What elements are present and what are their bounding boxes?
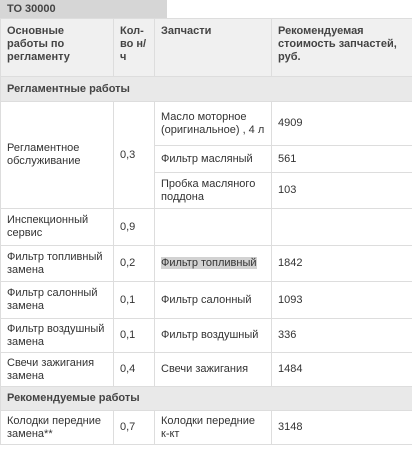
price-cell: 1842 bbox=[272, 246, 412, 282]
work-cell: Регламентное обслуживание bbox=[1, 102, 114, 209]
price-cell: 103 bbox=[272, 173, 412, 209]
price-cell: 1093 bbox=[272, 282, 412, 319]
hours-cell: 0,2 bbox=[114, 246, 155, 282]
part-cell: Фильтр салонный bbox=[155, 282, 272, 319]
work-cell: Свечи зажигания замена bbox=[1, 353, 114, 387]
work-cell: Колодки передние замена** bbox=[1, 411, 114, 445]
table-row bbox=[1, 353, 412, 387]
price-cell: 1484 bbox=[272, 353, 412, 387]
table-row bbox=[1, 246, 412, 282]
work-cell: Фильтр воздушный замена bbox=[1, 319, 114, 353]
hours-cell: 0,1 bbox=[114, 319, 155, 353]
maintenance-table bbox=[0, 18, 412, 445]
table-row bbox=[1, 102, 412, 146]
table-row bbox=[1, 282, 412, 319]
table-row bbox=[1, 209, 412, 246]
header-parts: Запчасти bbox=[155, 19, 272, 77]
price-cell: 336 bbox=[272, 319, 412, 353]
price-cell: 4909 bbox=[272, 102, 412, 146]
hours-cell: 0,7 bbox=[114, 411, 155, 445]
tab-title: ТО 30000 bbox=[0, 0, 167, 18]
work-cell: Фильтр салонный замена bbox=[1, 282, 114, 319]
price-cell: 3148 bbox=[272, 411, 412, 445]
part-cell: Фильтр воздушный bbox=[155, 319, 272, 353]
part-cell: Колодки передние к-кт bbox=[155, 411, 272, 445]
highlighted-part: Фильтр топливный bbox=[161, 257, 257, 269]
header-price: Рекомендуемая стоимость запчастей, руб. bbox=[272, 19, 412, 77]
section-regular: Регламентные работы bbox=[1, 77, 412, 102]
part-cell bbox=[155, 246, 272, 282]
hours-cell: 0,9 bbox=[114, 209, 155, 246]
table-header-row bbox=[1, 19, 412, 77]
header-works: Основные работы по регламенту bbox=[1, 19, 114, 77]
part-cell: Свечи зажигания bbox=[155, 353, 272, 387]
price-cell bbox=[272, 209, 412, 246]
part-cell: Масло моторное (оригинальное) , 4 л bbox=[155, 102, 272, 146]
work-cell: Фильтр топливный замена bbox=[1, 246, 114, 282]
work-cell: Инспекционный сервис bbox=[1, 209, 114, 246]
part-cell bbox=[155, 209, 272, 246]
table-row bbox=[1, 411, 412, 445]
part-cell: Пробка масляного поддона bbox=[155, 173, 272, 209]
hours-cell: 0,4 bbox=[114, 353, 155, 387]
price-cell: 561 bbox=[272, 146, 412, 173]
section-row bbox=[1, 387, 412, 411]
hours-cell: 0,3 bbox=[114, 102, 155, 209]
part-cell: Фильтр масляный bbox=[155, 146, 272, 173]
header-hours: Кол-во н/ч bbox=[114, 19, 155, 77]
section-row bbox=[1, 77, 412, 102]
hours-cell: 0,1 bbox=[114, 282, 155, 319]
table-row bbox=[1, 319, 412, 353]
section-recommended: Рекомендуемые работы bbox=[1, 387, 412, 411]
